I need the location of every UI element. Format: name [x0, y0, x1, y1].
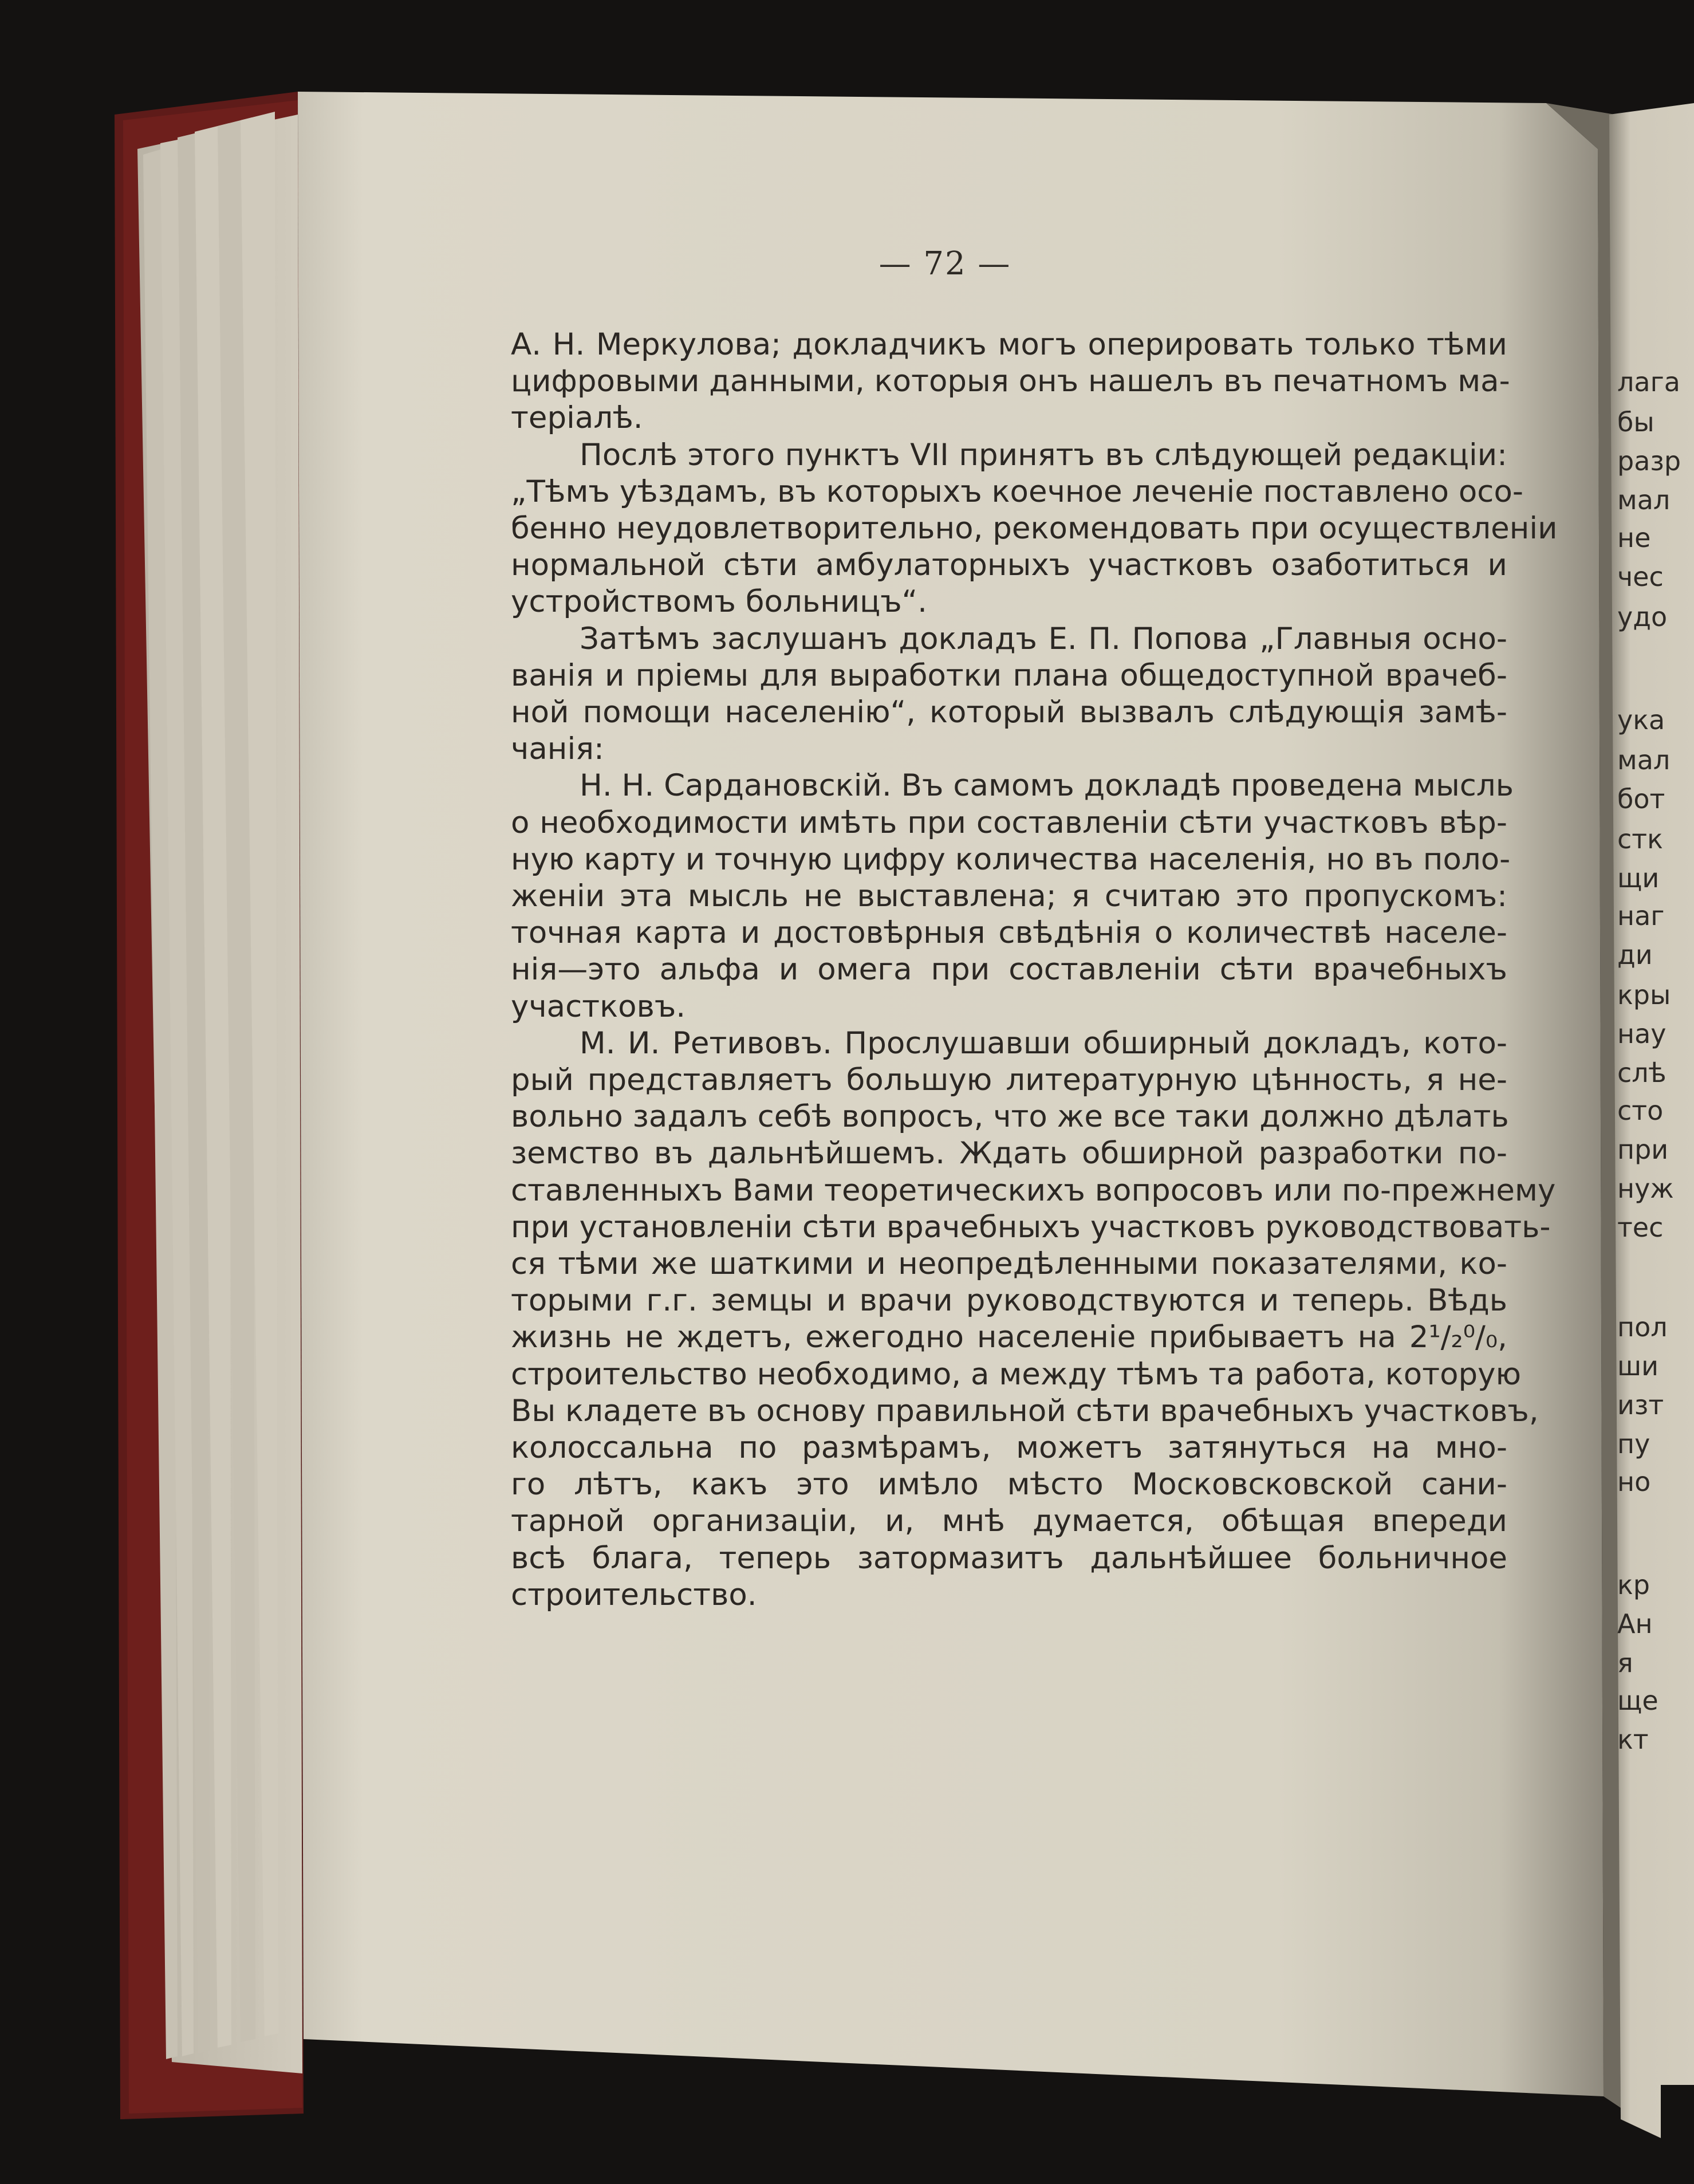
text-line: вольно задалъ себѣ вопросъ, что же все таки должно дѣлать	[511, 1099, 1509, 1135]
right-page-fragment: ди	[1617, 939, 1653, 970]
text-line: о необходимости имѣть при составленіи сѣти участковъ вѣр-	[511, 805, 1507, 840]
book-page-72	[304, 92, 1609, 1982]
text-line: строительство.	[511, 1577, 757, 1612]
right-page-fragment: удо	[1617, 601, 1668, 632]
text-line: торыми г.г. земцы и врачи руководствуются и теперь. Вѣдь	[511, 1283, 1507, 1319]
right-page-fragment: при	[1617, 1134, 1669, 1165]
right-page-fragment: нау	[1617, 1018, 1667, 1049]
right-page-edge-fragments	[1615, 0, 1694, 2184]
text-line: нія—это альфа и омега при составленіи сѣти врачебныхъ	[511, 952, 1507, 987]
right-page-fragment: пол	[1617, 1312, 1668, 1343]
right-page-fragment: бот	[1617, 784, 1665, 814]
text-line: всѣ блага, теперь затормазитъ дальнѣйшее больничное	[511, 1540, 1507, 1576]
text-line: чанія:	[511, 731, 604, 767]
text-line: тарной организаціи, и, мнѣ думается, обѣщая впереди	[511, 1504, 1507, 1539]
text-line: „Тѣмъ уѣздамъ, въ которыхъ коечное леченіе поставлено осо-	[511, 474, 1523, 509]
right-page-fragment: нуж	[1617, 1173, 1674, 1204]
right-page-fragment: стк	[1617, 824, 1663, 855]
text-line: бенно неудовлетворительно, рекомендовать при осуществленіи	[511, 511, 1558, 546]
right-page-fragment: лага	[1617, 367, 1680, 398]
right-page-fragment: ще	[1617, 1685, 1658, 1716]
right-page-fragment: изт	[1617, 1390, 1664, 1420]
text-line: теріалѣ.	[511, 400, 643, 436]
right-page-fragment: чес	[1617, 561, 1664, 592]
page-number: — 72 —	[878, 245, 1011, 282]
text-line: Н. Н. Сардановскій. Въ самомъ докладѣ проведена мысль	[580, 768, 1514, 804]
text-line: рый представляетъ большую литературную цѣнность, я не-	[511, 1063, 1507, 1097]
text-line: земство въ дальнѣйшемъ. Ждать обширной разработки по-	[511, 1136, 1507, 1171]
right-page-fragment: кры	[1617, 979, 1671, 1010]
text-line: ную карту и точную цифру количества населенія, но въ поло-	[511, 841, 1511, 877]
text-line: женіи эта мысль не выставлена; я считаю это пропускомъ:	[511, 879, 1507, 914]
right-page-fragment: наг	[1617, 900, 1665, 931]
right-page-fragment: я	[1617, 1647, 1633, 1678]
text-line: точная карта и достовѣрныя свѣдѣнія о количествѣ населе-	[511, 915, 1507, 951]
right-page-fragment: бы	[1617, 407, 1654, 438]
right-page-fragment: мал	[1617, 745, 1671, 776]
right-page-fragment: пу	[1617, 1429, 1650, 1459]
right-page-fragment: слѣ	[1617, 1057, 1667, 1088]
text-line: колоссальна по размѣрамъ, можетъ затянуться на мно-	[511, 1430, 1507, 1465]
right-page-fragment: сто	[1617, 1095, 1664, 1126]
right-page-fragment: мал	[1617, 485, 1671, 515]
text-line: М. И. Ретивовъ. Прослушавши обширный докладъ, кото-	[580, 1025, 1507, 1061]
text-line: жизнь не ждетъ, ежегодно населеніе прибываетъ на 2¹/₂⁰/₀,	[511, 1320, 1507, 1355]
text-line: Вы кладете въ основу правильной сѣти врачебныхъ участковъ,	[511, 1393, 1539, 1429]
text-line: Затѣмъ заслушанъ докладъ Е. П. Попова „Главныя осно-	[580, 621, 1507, 656]
text-line: строительство необходимо, а между тѣмъ та работа, которую	[511, 1356, 1522, 1392]
text-line: А. Н. Меркулова; докладчикъ могъ оперировать только тѣми	[511, 327, 1507, 362]
right-page-fragment: щи	[1617, 863, 1660, 894]
right-page-fragment: тес	[1617, 1212, 1664, 1243]
right-page-fragment: ши	[1617, 1351, 1658, 1382]
text-line: ся тѣми же шаткими и неопредѣленными показателями, ко-	[511, 1246, 1507, 1281]
text-line: ной помощи населенію“, который вызвалъ слѣдующія замѣ-	[511, 695, 1507, 730]
text-line: ставленныхъ Вами теоретическихъ вопросовъ или по-прежнему	[511, 1172, 1556, 1208]
text-line: ванія и пріемы для выработки плана общедоступной врачеб-	[511, 658, 1507, 693]
text-line: нормальной сѣти амбулаторныхъ участковъ озаботиться и	[511, 548, 1507, 583]
right-page-fragment: кт	[1617, 1724, 1649, 1755]
text-line: го лѣтъ, какъ это имѣло мѣсто Московсковской сани-	[511, 1467, 1507, 1502]
text-line: цифровыми данными, которыя онъ нашелъ въ печатномъ ма-	[511, 364, 1510, 399]
right-page-fragment: кр	[1617, 1569, 1650, 1600]
right-page-fragment: разр	[1617, 446, 1681, 477]
right-page-fragment: Ан	[1617, 1608, 1653, 1639]
right-page-fragment: не	[1617, 522, 1651, 553]
text-line: участковъ.	[511, 989, 686, 1024]
text-line: при установленіи сѣти врачебныхъ участковъ руководствовать-	[511, 1209, 1551, 1245]
text-line: Послѣ этого пунктъ VII принятъ въ слѣдующей редакціи:	[580, 437, 1507, 473]
right-page-fragment: ука	[1617, 705, 1665, 735]
text-line: устройствомъ больницъ“.	[511, 584, 927, 620]
right-page-fragment: но	[1617, 1466, 1651, 1497]
